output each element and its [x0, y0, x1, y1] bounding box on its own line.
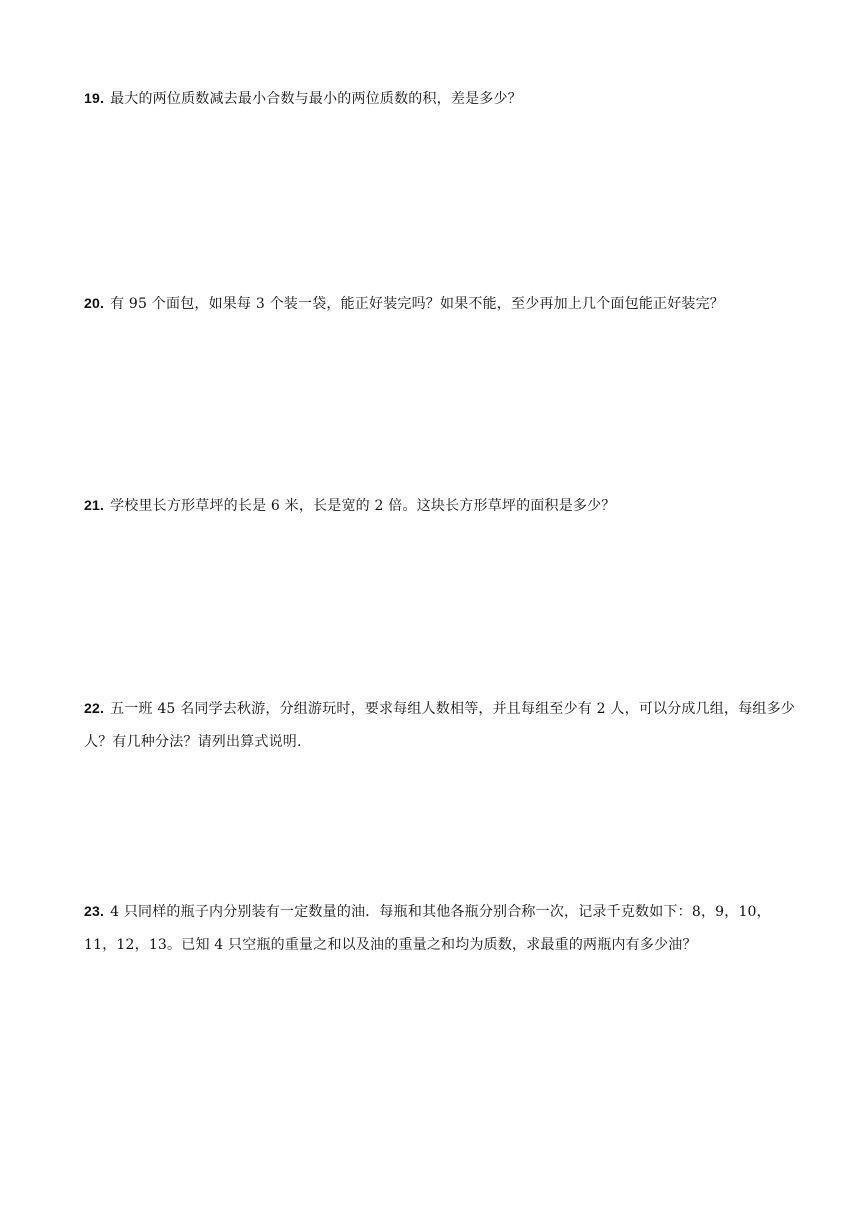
question-number: 23: [84, 903, 100, 919]
question-number-separator: .: [99, 90, 105, 106]
question-text: 最大的两位质数减去最小合数与最小的两位质数的积，差是多少？: [110, 91, 522, 107]
question-number-separator: .: [99, 497, 105, 513]
question-number: 22: [84, 700, 100, 716]
question-text: 五一班 45 名同学去秋游，分组游玩时，要求每组人数相等，并且每组至少有 2 人，可以分成几组，每组多少人？有几种分法？请列出算式说明.: [84, 701, 795, 750]
question-number-separator: .: [99, 903, 105, 919]
question-22: [84, 692, 800, 759]
question-number: 19: [84, 90, 100, 106]
question-number-separator: .: [99, 700, 105, 716]
question-number: 21: [84, 497, 100, 513]
question-text: 有 95 个面包，如果每 3 个装一袋，能正好装完吗？如果不能，至少再加上几个面包能正好装完？: [110, 296, 724, 312]
question-number: 20: [84, 295, 100, 311]
question-23: [84, 895, 800, 962]
question-19: [84, 82, 800, 116]
question-number-separator: .: [99, 295, 105, 311]
question-21: [84, 489, 800, 523]
question-text: 学校里长方形草坪的长是 6 米，长是宽的 2 倍。这块长方形草坪的面积是多少？: [110, 498, 616, 514]
question-20: [84, 287, 800, 321]
question-text: 4 只同样的瓶子内分别装有一定数量的油．每瓶和其他各瓶分别合称一次，记录千克数如下：8，9，10，11，12，13。已知 4 只空瓶的重量之和以及油的重量之和均为质数，求最重的两瓶内有多少油？: [84, 904, 771, 953]
